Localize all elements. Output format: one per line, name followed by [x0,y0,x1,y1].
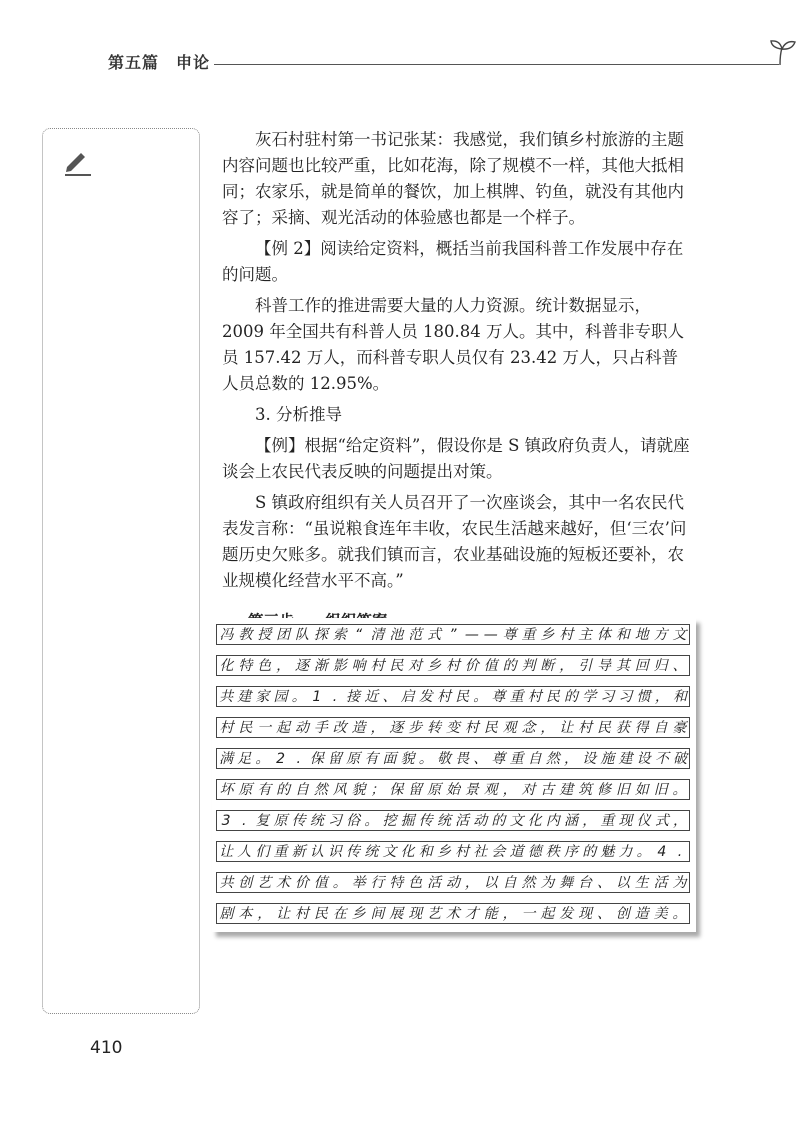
answer-char: 貌 [400,751,415,767]
answer-char: 村 [455,844,470,860]
answer-char: 逐 [294,658,309,674]
answer-char: 自 [653,720,668,736]
answer-char: 施 [600,751,615,767]
answer-char: 村 [527,689,542,705]
answer-char: 术 [445,906,460,922]
answer-char: 民 [313,906,328,922]
answer-char: 、 [596,875,611,891]
answer-char: 动 [473,813,488,829]
answer-char: 色 [408,875,423,891]
answer-char: 文 [672,627,687,643]
answer-char: ， [502,906,517,922]
answer-char: 然 [521,875,536,891]
answer-char: 步 [408,720,423,736]
answer-char: 德 [527,844,542,860]
answer-char: 家 [255,689,270,705]
answer-char: 的 [276,782,291,798]
section-title: 第五篇 申论 [108,53,211,72]
answer-char: 造 [351,720,366,736]
answer-char: 重 [273,844,288,860]
answer-char: 化 [527,813,542,829]
answer-char: 发 [418,689,433,705]
answer-char: 重 [509,751,524,767]
answer-char: 文 [382,844,397,860]
answer-char: 景 [464,782,479,798]
answer-char: 民 [389,658,404,674]
answer-row [216,748,690,769]
answer-char: 动 [294,720,309,736]
page-number: 410 [90,1038,123,1058]
answer-char: 一 [257,720,272,736]
answer-char: 让 [559,720,574,736]
answer-char: 自 [527,751,542,767]
answer-char: 村 [219,720,234,736]
answer-char: 园 [273,689,288,705]
answer-char: 现 [578,906,593,922]
answer-char: 回 [634,658,649,674]
answer-char: 范 [408,627,423,643]
answer-char: 值 [483,658,498,674]
answer-char: 造 [634,906,649,922]
answer-char: ” [449,627,457,643]
answer-char: 保 [309,751,324,767]
answer-row [216,717,690,738]
answer-char: 豪 [672,720,687,736]
answer-char: 貌 [351,782,366,798]
answer-char: 举 [351,875,366,891]
answer-char: 生 [634,875,649,891]
answer-char: 重 [600,813,615,829]
answer-char: 索 [332,627,347,643]
answer-char: 坏 [219,782,234,798]
answer-char: 俗 [346,813,361,829]
answer-char: 3 [221,813,231,829]
answer-char: 有 [364,751,379,767]
answer-char: 行 [370,875,385,891]
answer-char: 起 [276,720,291,736]
answer-char: 民 [483,720,498,736]
answer-char: 如 [634,782,649,798]
answer-char: 惯 [636,689,651,705]
answer-char: 主 [578,627,593,643]
answer-char: 和 [418,844,433,860]
answer-char: ； [370,782,385,798]
answer-char: 活 [427,875,442,891]
answer-char: 术 [276,875,291,891]
answer-char: ， [582,813,597,829]
answer-char: 村 [370,658,385,674]
subheading-analysis: 3. 分析推导 [255,405,342,424]
answer-char: 民 [596,720,611,736]
answer-char: 式 [654,813,669,829]
answer-char: 判 [521,658,536,674]
answer-char: ， [502,782,517,798]
answer-char: 社 [473,844,488,860]
answer-char: 原 [346,751,361,767]
answer-char: 。 [473,689,488,705]
answer-char: 的 [564,689,579,705]
answer-char: 台 [578,875,593,891]
answer-char: 文 [509,813,524,829]
answer-char: 原 [238,782,253,798]
answer-char: ， [654,689,669,705]
answer-char: 间 [370,906,385,922]
answer-char: 变 [445,720,460,736]
answer-char: 发 [559,906,574,922]
answer-char: 留 [408,782,423,798]
answer-char: 古 [540,782,555,798]
answer-char: 始 [445,782,460,798]
answer-char: 掘 [400,813,415,829]
answer-char: 艺 [257,875,272,891]
answer-char: 内 [545,813,560,829]
answer-char: 村 [578,720,593,736]
answer-char: 的 [491,813,506,829]
answer-char: 传 [418,813,433,829]
answer-char: 们 [255,844,270,860]
answer-char: 池 [389,627,404,643]
answer-char: 起 [540,906,555,922]
answer-char: 统 [436,813,451,829]
answer-char: 乡 [427,658,442,674]
answer-char: 能 [483,906,498,922]
answer-char: 舞 [559,875,574,891]
answer-char: 重 [509,689,524,705]
answer-char: 。 [255,751,270,767]
answer-char: 序 [564,844,579,860]
answer-char: 式 [427,627,442,643]
answer-char: 清 [370,627,385,643]
answer-char: 不 [654,751,669,767]
answer-char: 2 [276,751,285,767]
answer-char: — [483,627,498,643]
main-text [222,127,692,669]
answer-char: 响 [351,658,366,674]
answer-char: ， [370,720,385,736]
answer-char: 。 [364,813,379,829]
answer-char: 学 [582,689,597,705]
answer-char: 重 [521,627,536,643]
answer-char: 有 [257,782,272,798]
answer-char: 共 [219,689,234,705]
answer-char: 价 [464,658,479,674]
answer-char: 获 [615,720,630,736]
answer-char: ， [257,906,272,922]
paragraph-3: 科普工作的推进需要大量的人力资源。统计数据显示，2009 年全国共有科普人员 180.84 万人。其中，科普非专职人员 157.42 万人，而科普专职人员仅有 23.42 万人，只占科普人员总数的 12.95%。 [222,296,684,393]
answer-char: 传 [346,844,361,860]
answer-char: “ [354,627,363,643]
answer-char: 活 [455,813,470,829]
answer-char: 设 [582,751,597,767]
answer-char: 敬 [436,751,451,767]
answer-char: 活 [653,875,668,891]
answer-char: 断 [540,658,555,674]
answer-char: 秩 [545,844,560,860]
answer-row [216,841,690,862]
answer-row [216,655,690,676]
answer-char: 剧 [219,906,234,922]
answer-char: ， [559,658,574,674]
answer-char: 原 [273,813,288,829]
answer-char: 村 [294,906,309,922]
answer-char: 导 [596,658,611,674]
answer-char: 乡 [436,844,451,860]
answer-row [216,779,690,800]
answer-char: 渐 [313,658,328,674]
answer-char: 然 [313,782,328,798]
answer-char: 为 [540,875,555,891]
answer-char: 破 [672,751,687,767]
sprout-icon [768,38,798,68]
answer-char: 。 [291,689,306,705]
answer-char: 尊 [502,627,517,643]
answer-row [216,686,690,707]
paragraph-6: S 镇政府组织有关人员召开了一次座谈会，其中一名农民代表发言称：“虽说粮食连年丰收，农民生活越来越好，但‘三农’问题历史欠账多。就我们镇而言，农业基础设施的短板还要补，农业规模化经营水平不高。” [222,493,687,590]
answer-char: 观 [502,720,517,736]
answer-char: 村 [445,658,460,674]
answer-char: 1 [312,689,322,705]
answer-char: 道 [509,844,524,860]
answer-char: 引 [578,658,593,674]
answer-char: 筑 [578,782,593,798]
answer-char: 以 [615,875,630,891]
answer-char: 手 [313,720,328,736]
answer-char: 习 [618,689,633,705]
answer-char: 。 [672,782,687,798]
answer-char: 和 [615,627,630,643]
answer-char: 让 [276,906,291,922]
answer-char: 然 [545,751,560,767]
answer-char: 认 [309,844,324,860]
answer-char: . [296,751,301,767]
answer-char: 统 [309,813,324,829]
answer-char: 动 [445,875,460,891]
answer-char: 现 [618,813,633,829]
answer-char: 影 [332,658,347,674]
answer-char: 村 [436,689,451,705]
answer-char: 风 [332,782,347,798]
answer-char: 。 [332,875,347,891]
answer-char: 面 [382,751,397,767]
answer-char: 其 [615,658,630,674]
answer-char: 村 [559,627,574,643]
example-2-heading: 【例 2】阅读给定资料，概括当前我国科普工作发展中存在的问题。 [222,239,684,284]
answer-char: 启 [400,689,415,705]
answer-char: 尊 [491,689,506,705]
answer-char: 在 [332,906,347,922]
paragraph-1: 灰石村驻村第一书记张某：我感觉，我们镇乡村旅游的主题内容问题也比较严重，比如花海，除了规模不一样，其他大抵相同；农家乐，就是简单的餐饮，加上棋牌、钓鱼，就没有其他内容了；采摘、观光活动的体验感也都是一个样子。 [222,130,684,227]
answer-char: 保 [389,782,404,798]
answer-char: 地 [634,627,649,643]
answer-char: 转 [427,720,442,736]
answer-char: 价 [294,875,309,891]
answer-char: 统 [364,844,379,860]
answer-char: 展 [389,906,404,922]
answer-char: 共 [219,875,234,891]
answer-char: 团 [276,627,291,643]
answer-char: 原 [427,782,442,798]
answer-char: 以 [483,875,498,891]
answer-row [216,810,690,831]
answer-char: 冯 [219,627,234,643]
answer-char: 得 [634,720,649,736]
answer-char: 创 [615,906,630,922]
answer-char: 习 [600,689,615,705]
answer-char: ， [672,813,687,829]
answer-char: ， [540,720,555,736]
answer-char: 自 [502,875,517,891]
answer-row [216,872,690,893]
answer-char: 传 [291,813,306,829]
answer-char: 化 [219,658,234,674]
answer-char: — [464,627,479,643]
answer-char: . [332,689,338,705]
answer-char: 近 [364,689,379,705]
answer-char: 会 [491,844,506,860]
answer-char: 对 [408,658,423,674]
answer-char: 建 [237,689,252,705]
answer-char: 。 [636,844,651,860]
answer-char: 授 [257,627,272,643]
answer-char: 探 [313,627,328,643]
answer-char: 本 [238,906,253,922]
answer-char: 旧 [653,782,668,798]
answer-char: 念 [521,720,536,736]
answer-char: 接 [346,689,361,705]
answer-char: 、 [473,751,488,767]
answer-char: . [242,813,247,829]
answer-char: ， [564,751,579,767]
answer-char: 。 [672,906,687,922]
answer-char: 创 [238,875,253,891]
answer-char: 教 [238,627,253,643]
answer-char: 艺 [427,906,442,922]
answer-char: 特 [389,875,404,891]
answer-char: 体 [596,627,611,643]
answer-char: 、 [596,906,611,922]
answer-char: 4 [657,844,667,860]
answer-char: ， [276,658,291,674]
answer-char: 民 [545,689,560,705]
answer-char: 对 [521,782,536,798]
answer-char: 民 [238,720,253,736]
answer-char: 畏 [455,751,470,767]
answer-char: 乡 [351,906,366,922]
answer-char: 涵 [564,813,579,829]
answer-char: ， [464,875,479,891]
notes-sidebar [42,128,200,1014]
answer-char: 建 [559,782,574,798]
answer-char: 旧 [615,782,630,798]
answer-char: 足 [237,751,252,767]
answer-char: 魅 [600,844,615,860]
answer-char: 美 [653,906,668,922]
answer-char: . [677,844,683,860]
answer-char: 特 [238,658,253,674]
answer-char: 的 [502,658,517,674]
page-header [108,44,708,84]
answer-char: 仪 [636,813,651,829]
answer-char: 尊 [491,751,506,767]
answer-char: 方 [653,627,668,643]
header-rule [214,64,779,65]
answer-char: 的 [582,844,597,860]
answer-char: 修 [596,782,611,798]
answer-char: 才 [464,906,479,922]
answer-char: 习 [328,813,343,829]
answer-char: 新 [291,844,306,860]
answer-char: 民 [455,689,470,705]
answer-char: 自 [294,782,309,798]
answer-char: 。 [418,751,433,767]
answer-char: 化 [400,844,415,860]
answer-char: 识 [328,844,343,860]
answer-char: 归 [653,658,668,674]
answer-char: 改 [332,720,347,736]
answer-char: 一 [521,906,536,922]
answer-char: 村 [464,720,479,736]
answer-char: 现 [408,906,423,922]
answer-row [216,903,690,924]
pencil-icon [61,145,93,177]
answer-grid [212,618,696,932]
answer-char: 值 [313,875,328,891]
answer-char: 、 [672,658,687,674]
answer-char: 和 [672,689,687,705]
answer-char: 挖 [382,813,397,829]
answer-char: 为 [672,875,687,891]
answer-char: 、 [382,689,397,705]
answer-char: 建 [618,751,633,767]
answer-char: 色 [257,658,272,674]
answer-char: 设 [636,751,651,767]
answer-char: 逐 [389,720,404,736]
example-heading: 【例】根据“给定资料”，假设你是 S 镇政府负责人，请就座谈会上农民代表反映的问题提出对策。 [222,436,690,481]
answer-char: 乡 [540,627,555,643]
answer-char: 力 [618,844,633,860]
answer-char: 满 [219,751,234,767]
answer-char: 让 [219,844,234,860]
answer-char: 留 [328,751,343,767]
answer-row [216,624,690,645]
answer-char: 队 [294,627,309,643]
answer-char: 复 [255,813,270,829]
answer-char: 观 [483,782,498,798]
answer-char: 人 [237,844,252,860]
